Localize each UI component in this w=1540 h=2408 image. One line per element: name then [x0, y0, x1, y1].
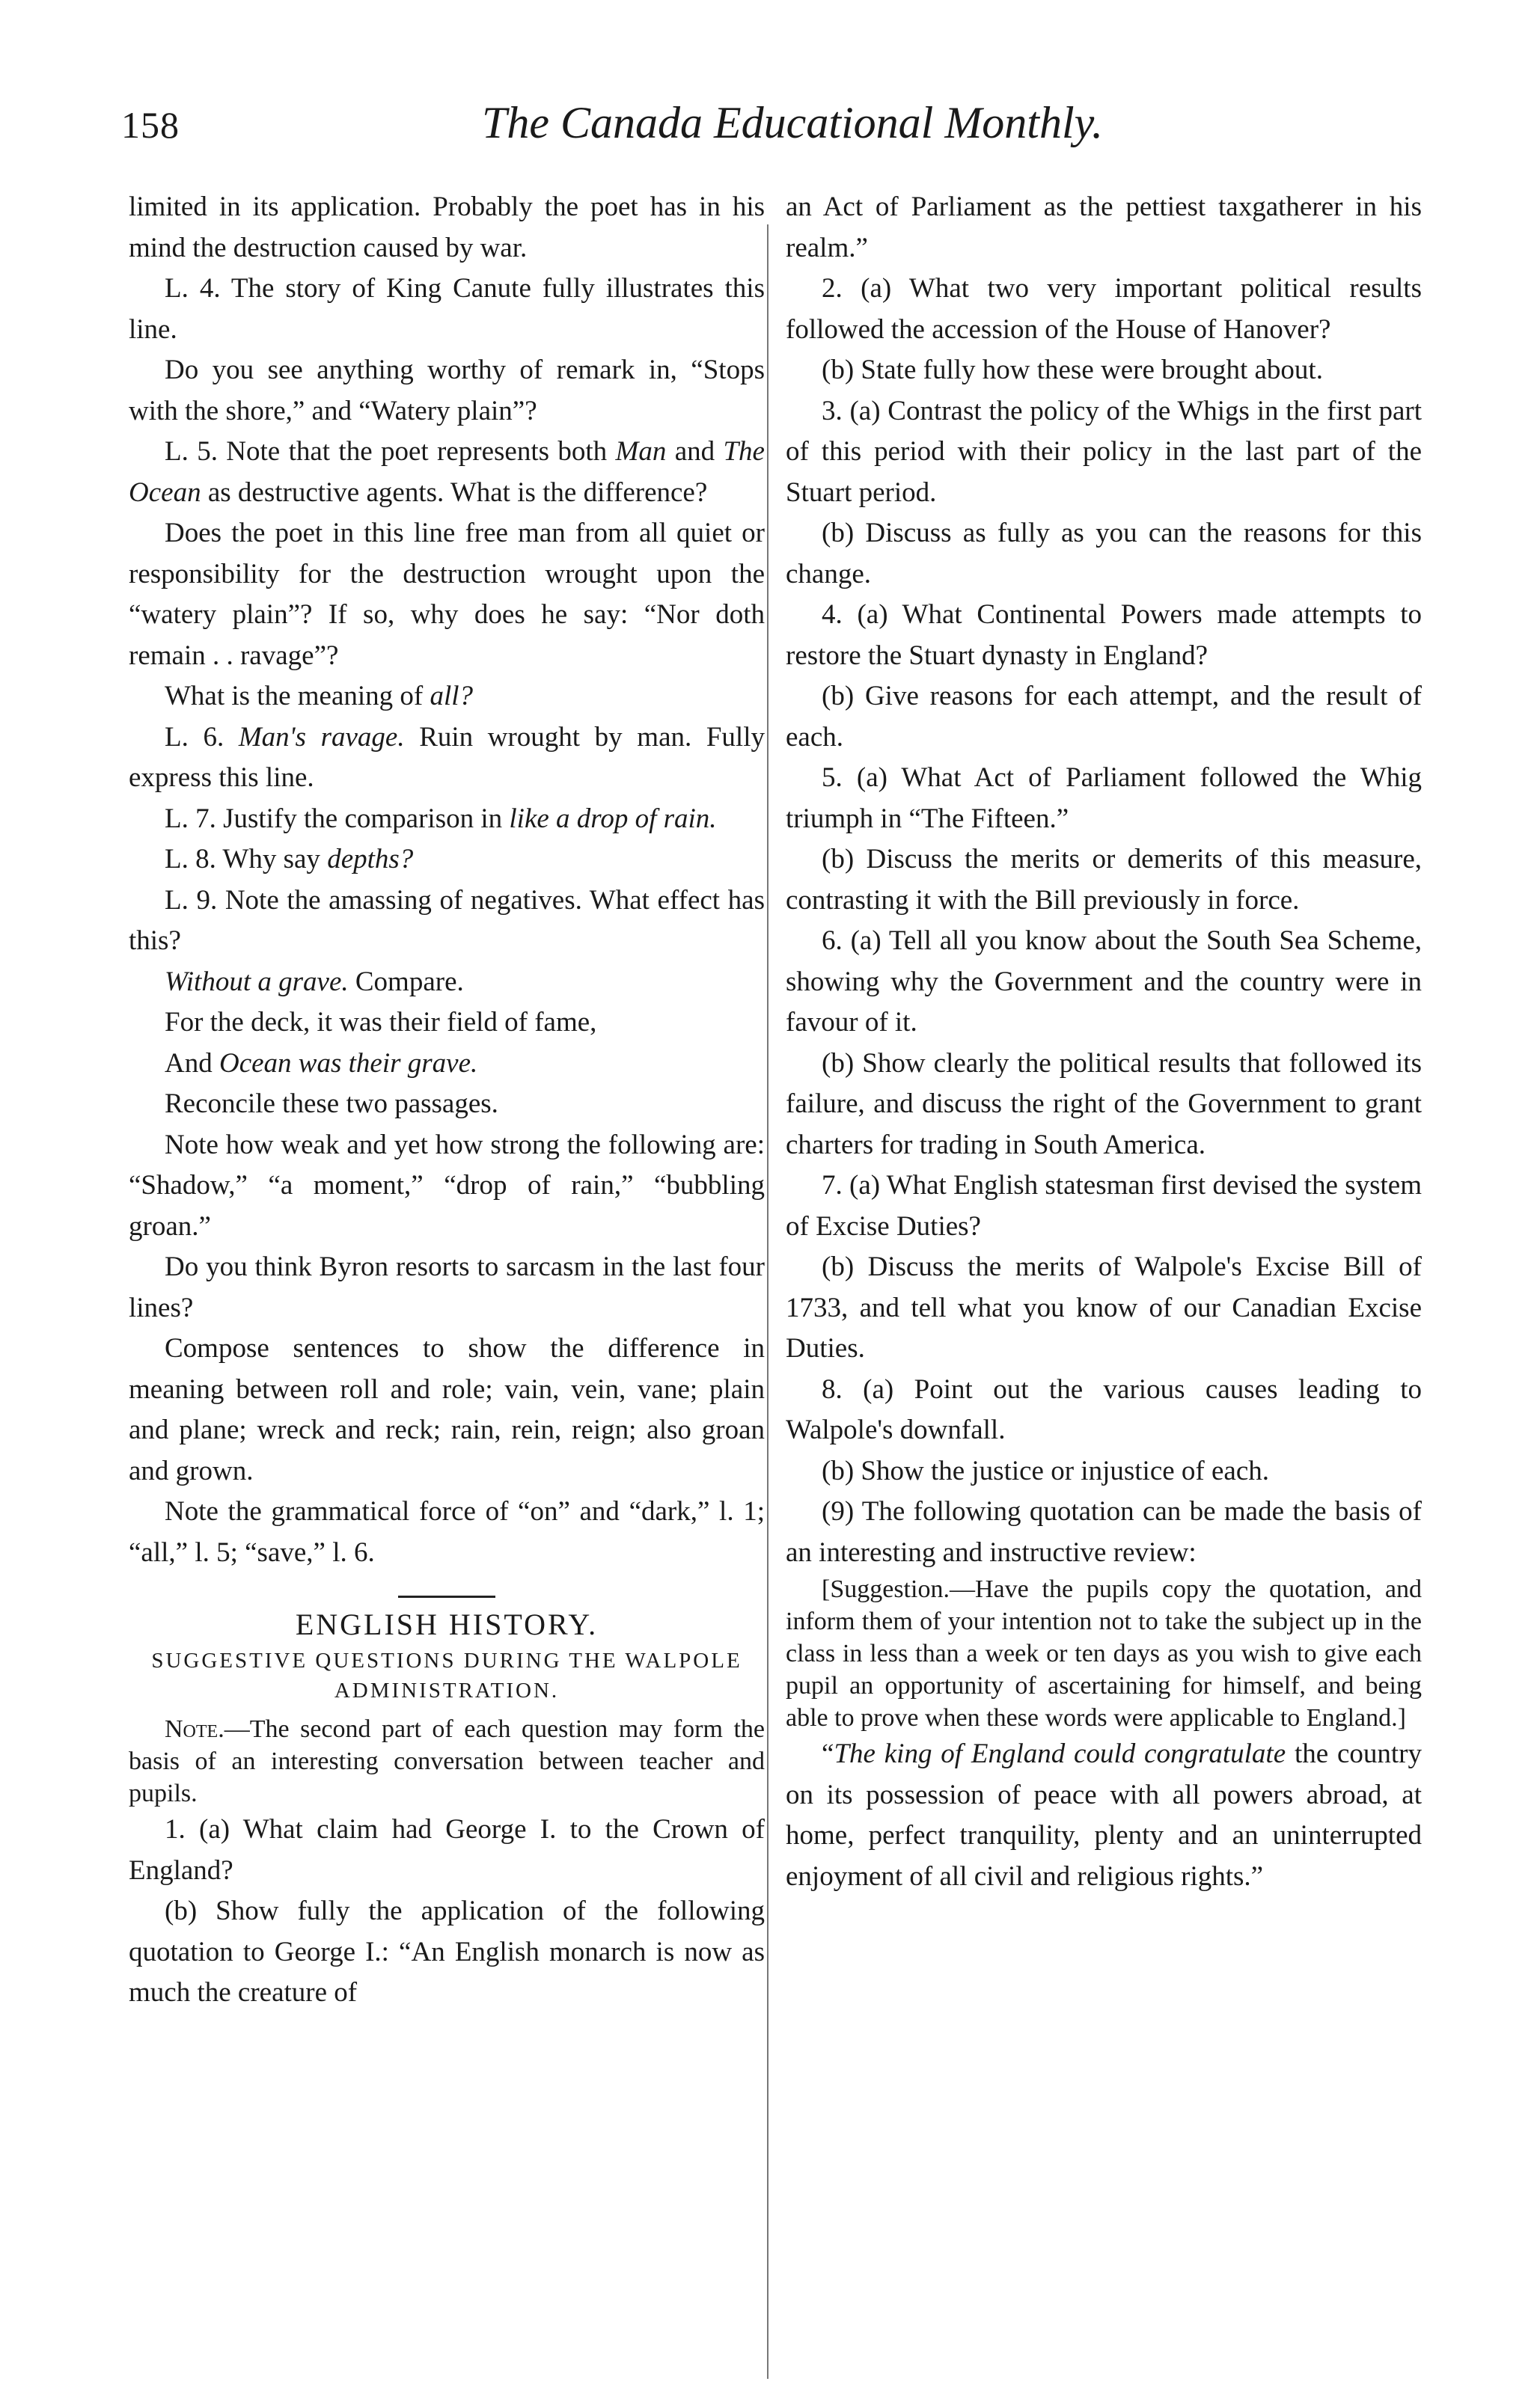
question: (9) The following quotation can be made the basis of an interesting and instructive review: — [786, 1496, 1422, 1568]
poem-quote — [129, 1002, 765, 1084]
suggestion-note: [Suggestion.—Have the pupils copy the quotation, and inform them of your intention not to take the subject up in the class in less than a week or ten days as you wish to give each pupil an opportunity of ascertaining for himself, and being able to prove when these words were applicable to England.] — [786, 1575, 1422, 1732]
section-title: ENGLISH HISTORY. — [295, 1608, 599, 1641]
question: (b) Discuss the merits of Walpole's Excise Bill of 1733, and tell what you know of our Canadian Excise Duties. — [786, 1252, 1422, 1364]
section-rule — [398, 1596, 495, 1598]
paragraph: Note how weak and yet how strong the following are: “Shadow,” “a moment,” “drop of rain,” “bubbling groan.” — [129, 1129, 765, 1242]
question: (b) Show fully the application of the following quotation to George I.: “An English monarch is now as much the creature of — [129, 1896, 765, 2008]
paragraph: Do you see anything worthy of remark in, “Stops with the shore,” and “Watery plain”? — [129, 355, 765, 426]
right-column — [786, 187, 1422, 1897]
section-subtitle: SUGGESTIVE QUESTIONS DURING THE WALPOLE ADMINISTRATION. — [151, 1649, 742, 1703]
paragraph: L. 9. Note the amassing of negatives. What effect has this? — [129, 884, 765, 956]
paragraph: L. 8. Why say depths? — [165, 844, 414, 874]
page-number: 158 — [121, 104, 180, 146]
question: (b) Show clearly the political results that followed its failure, and discuss the right of the Government to grant charters for trading in South America. — [786, 1047, 1422, 1160]
paragraph: an Act of Parliament as the pettiest taxgatherer in his realm.” — [786, 192, 1422, 263]
paragraph: Without a grave. Compare. — [165, 966, 464, 997]
left-column — [129, 187, 765, 2014]
running-title: The Canada Educational Monthly. — [482, 98, 1103, 147]
question: 7. (a) What English statesman first devised the system of Excise Duties? — [786, 1170, 1422, 1242]
question: 4. (a) What Continental Powers made attempts to restore the Stuart dynasty in England? — [786, 599, 1422, 671]
question: (b) Give reasons for each attempt, and the result of each. — [786, 681, 1422, 753]
paragraph: What is the meaning of all? — [165, 681, 474, 711]
question: 3. (a) Contrast the policy of the Whigs in the first part of this period with their policy in the last part of the Stuart period. — [786, 395, 1422, 508]
column-divider — [767, 224, 769, 2379]
paragraph: limited in its application. Probably the poet has in his mind the destruction caused by war. — [129, 192, 765, 263]
question: (b) Show the justice or injustice of each. — [822, 1455, 1269, 1486]
quote-line: And Ocean was their grave. — [165, 1047, 478, 1079]
question: (b) Discuss as fully as you can the reasons for this change. — [786, 518, 1422, 589]
question: 8. (a) Point out the various causes leading to Walpole's downfall. — [786, 1373, 1422, 1445]
paragraph: L. 7. Justify the comparison in like a drop of rain. — [165, 803, 717, 834]
note-label: Note. — [165, 1715, 224, 1743]
paragraph: Reconcile these two passages. — [165, 1088, 498, 1119]
question: 5. (a) What Act of Parliament followed the Whig triumph in “The Fifteen.” — [786, 762, 1422, 834]
question: (b) State fully how these were brought about. — [822, 355, 1323, 385]
paragraph: Note the grammatical force of “on” and “dark,” l. 1; “all,” l. 5; “save,” l. 6. — [129, 1496, 765, 1568]
paragraph: L. 4. The story of King Canute fully illustrates this line. — [129, 273, 765, 345]
page-header — [0, 97, 1540, 165]
question: 1. (a) What claim had George I. to the Crown of England? — [129, 1814, 765, 1886]
paragraph: L. 6. Man's ravage. Ruin wrought by man. Fully express this line. — [129, 721, 765, 793]
question: 2. (a) What two very important political results followed the accession of the House of Hanover? — [786, 273, 1422, 345]
paragraph: L. 5. Note that the poet represents both Man and The Ocean as destructive agents. What is the difference? — [129, 436, 765, 508]
quote-line: For the deck, it was their field of fame, — [165, 1007, 597, 1038]
paragraph: Do you think Byron resorts to sarcasm in the last four lines? — [129, 1252, 765, 1323]
paragraph: Compose sentences to show the difference in meaning between roll and role; vain, vein, vane; plain and plane; wreck and reck; rain, rein, reign; also groan and grown. — [129, 1333, 765, 1486]
note-paragraph: Note.—The second part of each question may form the basis of an interesting conversation between teacher and pupils. — [129, 1715, 765, 1807]
question: (b) Discuss the merits or demerits of this measure, contrasting it with the Bill previously in force. — [786, 844, 1422, 916]
closing-quotation: “The king of England could congratulate the country on its possession of peace with all powers abroad, at home, perfect tranquility, plenty and an uninterrupted enjoyment of all civil and religious rights.” — [786, 1738, 1422, 1892]
paragraph: Does the poet in this line free man from all quiet or responsibility for the destruction wrought upon the “watery plain”? If so, why does he say: “Nor doth remain . . ravage”? — [129, 518, 765, 671]
question: 6. (a) Tell all you know about the South Sea Scheme, showing why the Government and the country were in favour of it. — [786, 925, 1422, 1038]
